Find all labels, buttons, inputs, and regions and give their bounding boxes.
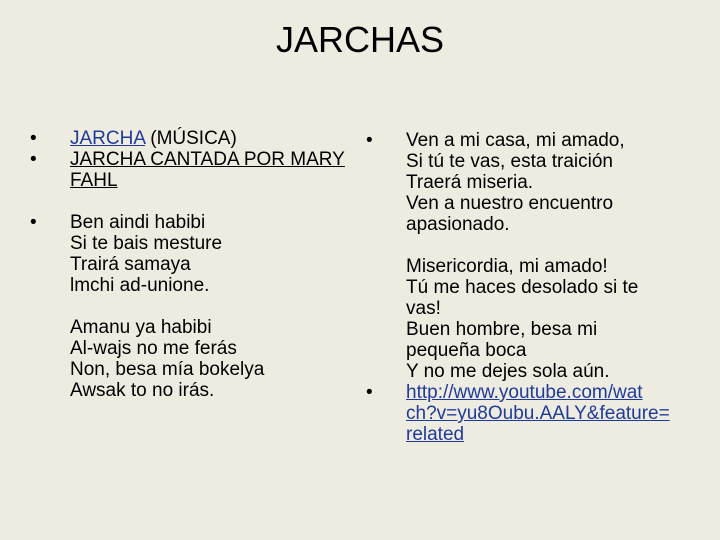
left-column xyxy=(30,128,360,401)
bullet: • xyxy=(30,128,37,149)
translation-line: pequeña boca xyxy=(406,340,527,361)
poem-line: Si te bais mesture xyxy=(70,233,223,254)
poem-line: lmchi ad-unione. xyxy=(70,275,210,296)
page-title: JARCHAS xyxy=(275,19,445,60)
poem-line: Awsak to no irás. xyxy=(70,380,215,401)
translation-line: Buen hombre, besa mi xyxy=(406,319,598,340)
jarcha-suffix: (MÚSICA) xyxy=(144,128,237,149)
translation-line: apasionado. xyxy=(406,214,510,235)
list-item-youtube-url xyxy=(366,382,696,445)
bullet: • xyxy=(366,382,373,403)
translation-line: Ven a mi casa, mi amado, xyxy=(406,130,625,151)
poem-line: Al-wajs no me ferás xyxy=(70,338,237,359)
youtube-link-line-3[interactable]: related xyxy=(406,424,465,445)
translation-line: Ven a nuestro encuentro xyxy=(406,193,614,214)
bullet: • xyxy=(366,130,373,151)
translation-line: Si tú te vas, esta traición xyxy=(406,151,613,172)
poem-line: Trairá samaya xyxy=(70,254,191,275)
list-item-jarcha-cantada xyxy=(30,149,360,191)
translation-line: Traerá miseria. xyxy=(406,172,534,193)
list-item-jarcha xyxy=(30,128,360,149)
poem-line: Non, besa mía bokelya xyxy=(70,359,265,380)
jarcha-cantada-line-2[interactable]: FAHL xyxy=(70,170,118,191)
list-item-translation xyxy=(366,130,696,382)
right-column xyxy=(366,130,696,445)
translation-line: Y no me dejes sola aún. xyxy=(406,361,610,382)
translation-line: vas! xyxy=(406,298,441,319)
translation-line: Misericordia, mi amado! xyxy=(406,256,608,277)
bullet: • xyxy=(30,212,37,233)
jarcha-link[interactable]: JARCHA xyxy=(70,128,145,149)
bullet: • xyxy=(30,149,37,170)
youtube-link-line-1[interactable]: http://www.youtube.com/wat xyxy=(406,382,643,403)
poem-line: Ben aindi habibi xyxy=(70,212,206,233)
translation-line: Tú me haces desolado si te xyxy=(406,277,639,298)
youtube-link-line-2[interactable]: ch?v=yu8Oubu.AALY&feature= xyxy=(406,403,670,424)
poem-line: Amanu ya habibi xyxy=(70,317,212,338)
list-item-poem xyxy=(30,212,360,401)
jarcha-cantada-line-1[interactable]: JARCHA CANTADA POR MARY xyxy=(70,149,345,170)
